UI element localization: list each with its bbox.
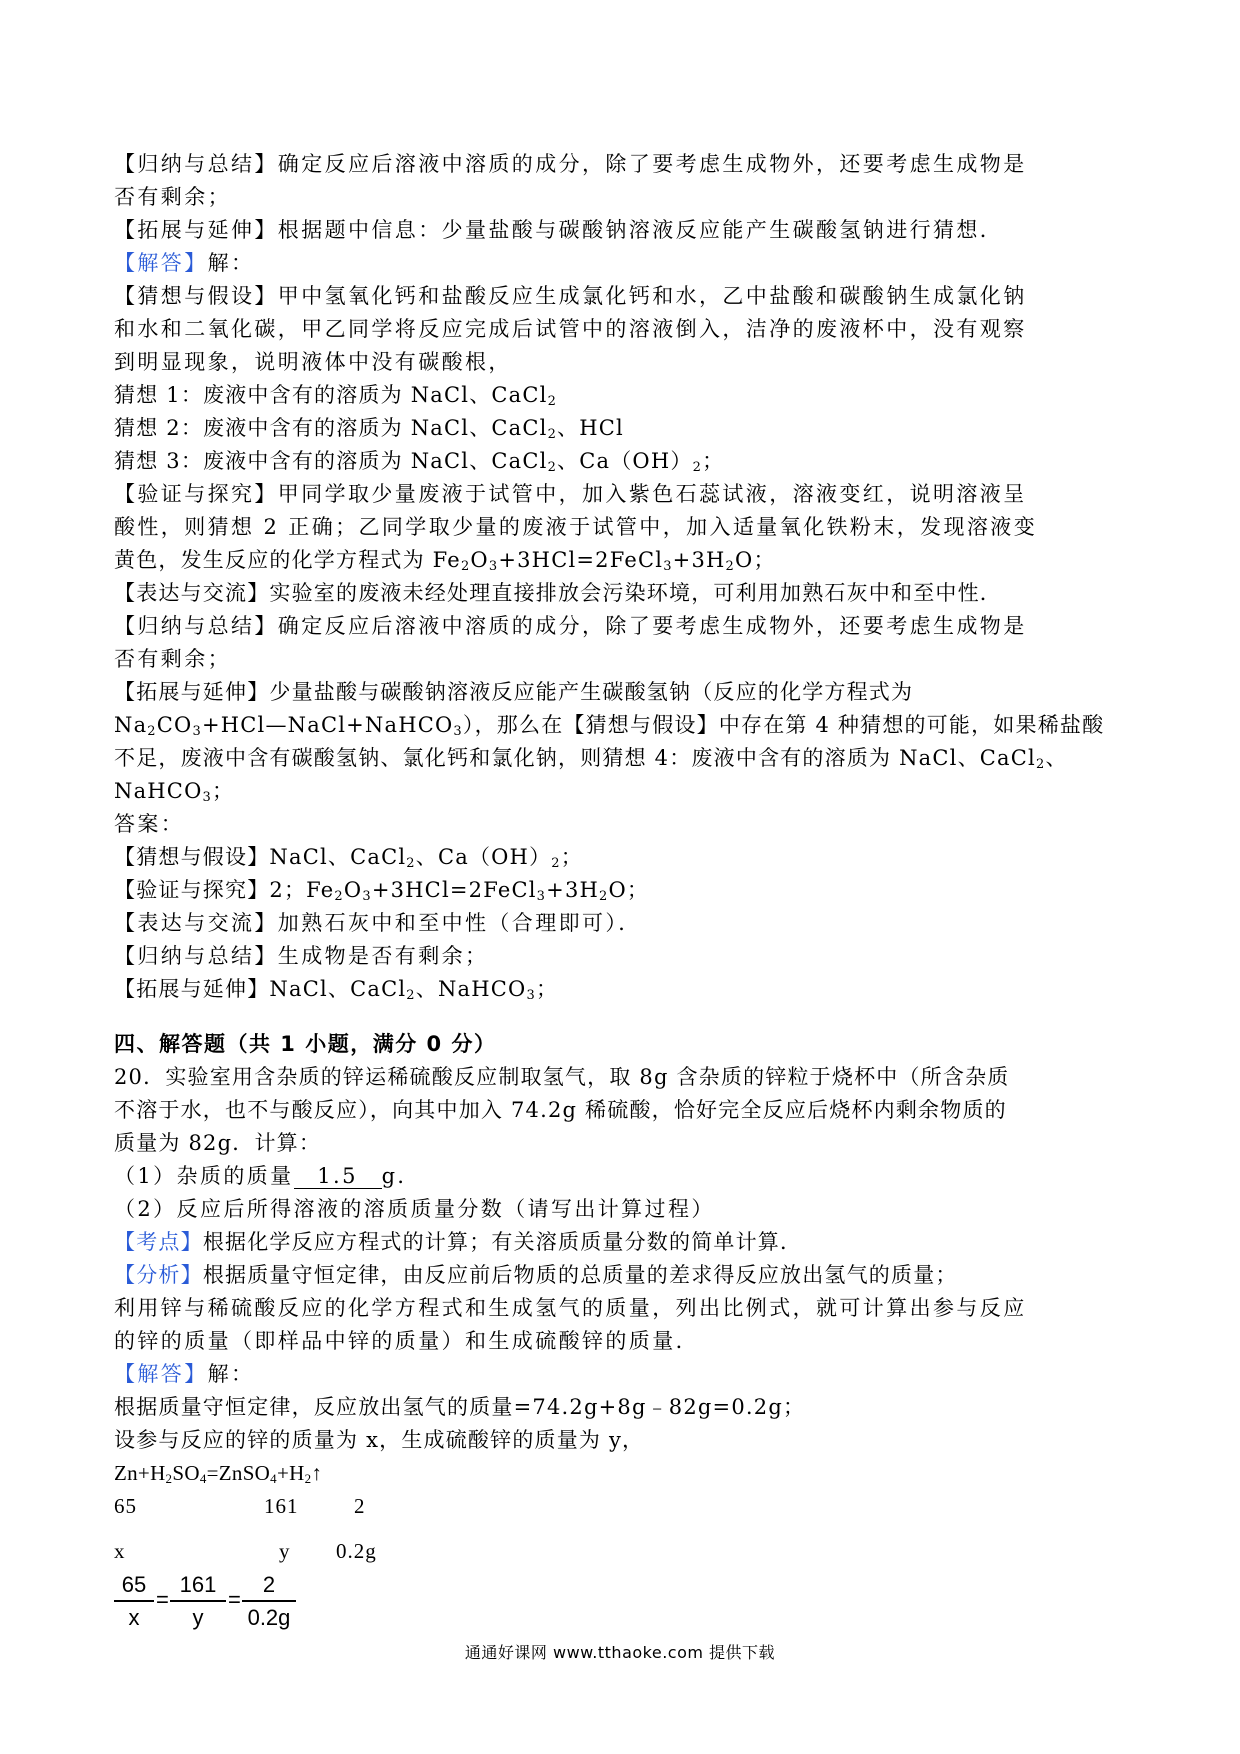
formula-part: +3H: [672, 548, 726, 572]
subscript: 2: [304, 1471, 312, 1486]
section-spacer: [114, 1006, 1134, 1028]
formula-part: =ZnSO: [206, 1461, 271, 1485]
hypothesis-line-1: 【猜想与假设】甲中氢氧化钙和盐酸反应生成氯化钙和水，乙中盐酸和碳酸钠生成氯化钠: [114, 284, 1027, 308]
solution-tag: 【解答】: [114, 1362, 208, 1386]
solution-label: 解：: [207, 1362, 255, 1386]
sub-question-2: （2）反应后所得溶液的溶质质量分数（请写出计算过程）: [114, 1197, 715, 1221]
analysis-text: 根据质量守恒定律，由反应前后物质的总质量的差求得反应放出氢气的质量；: [202, 1263, 958, 1287]
solution-heading-2: [114, 1358, 1134, 1391]
subscript: 2: [334, 889, 344, 904]
answer-text: 【拓展与延伸】NaCl、CaCl: [114, 977, 407, 1001]
extension2-line-4: [114, 775, 1134, 808]
formula-part: CO: [156, 713, 193, 737]
fraction-1: [114, 1570, 154, 1632]
summary2-line-2: 否有剩余；: [114, 647, 231, 671]
solution-tag: 【解答】: [114, 251, 208, 275]
analysis-line-3: 的锌的质量（即样品中锌的质量）和生成硫酸锌的质量．: [114, 1329, 699, 1353]
guess-3-text-mid: 、Ca（OH）: [557, 449, 693, 473]
extension2-line-3: [114, 742, 1134, 775]
key-point-text: 根据化学反应方程式的计算；有关溶质质量分数的简单计算．: [202, 1230, 803, 1254]
section-title: 四、解答题（共 1 小题，满分 0 分）: [114, 1032, 497, 1056]
verify-line-1: 【验证与探究】甲同学取少量废液于试管中，加入紫色石蕊试液，溶液变红，说明溶液呈: [114, 482, 1027, 506]
analysis-line-1: [114, 1259, 1134, 1292]
subscript: 2: [547, 460, 558, 475]
analysis-line-2: 利用锌与稀硫酸反应的化学方程式和生成氢气的质量，列出比例式，就可计算出参与反应: [114, 1296, 1027, 1320]
solution-heading: [114, 247, 1134, 280]
fraction-numerator: 161: [179, 1572, 217, 1597]
question-20-line-2: 不溶于水，也不与酸反应），向其中加入 74.2g 稀硫酸，恰好完全反应后烧杯内剩余物质的: [114, 1098, 1007, 1122]
answer-heading: 答案：: [114, 812, 185, 836]
answer-text: ；: [560, 845, 583, 869]
verify-line-2: 酸性，则猜想 2 正确；乙同学取少量的废液于试管中，加入适量氧化铁粉末，发现溶液变: [114, 515, 1038, 539]
guess-1: [114, 379, 1134, 412]
fraction-denominator: y: [192, 1605, 204, 1630]
reaction-equation: [114, 1457, 1134, 1490]
guess-3-text-end: ；: [702, 449, 725, 473]
formula-part: Na: [114, 713, 148, 737]
subscript: 3: [488, 559, 499, 574]
subscript: 2: [406, 856, 416, 871]
molar-mass-znso4: 161: [264, 1494, 299, 1518]
unknown-x: x: [114, 1539, 126, 1563]
fraction-3: [242, 1570, 296, 1632]
subscript: 3: [526, 988, 536, 1003]
answer-text: 【验证与探究】2；Fe: [114, 878, 335, 902]
subscript: 4: [270, 1471, 277, 1486]
hydrogen-mass: 0.2g: [336, 1539, 377, 1563]
answer-blank: 1.5: [294, 1164, 382, 1189]
subscript: 2: [165, 1471, 173, 1486]
verify-text: 黄色，发生反应的化学方程式为 Fe: [114, 548, 461, 572]
fraction-2: [170, 1570, 226, 1632]
question-20-line-1: 20．实验室用含杂质的锌运稀硫酸反应制取氢气，取 8g 含杂质的锌粒于烧杯中（所含杂质: [114, 1065, 1010, 1089]
hypothesis-line-3: 到明显现象，说明液体中没有碳酸根，: [114, 350, 512, 374]
answer-5: [114, 973, 1134, 1006]
extension2-text: 不足，废液中含有碳酸氢钠、氯化钙和氯化钠，则猜想 4：废液中含有的溶质为 NaCl、CaCl: [114, 746, 1036, 770]
page-content: [114, 148, 1134, 1636]
summary-line-1: 【归纳与总结】确定反应后溶液中溶质的成分，除了要考虑生成物外，还要考虑生成物是: [114, 152, 1027, 176]
verify-line-3: [114, 544, 1134, 577]
answer-text: 【猜想与假设】NaCl、CaCl: [114, 845, 407, 869]
answer-3: 【表达与交流】加熟石灰中和至中性（合理即可）．: [114, 911, 642, 935]
subscript: 2: [547, 394, 558, 409]
equals-sign: =: [228, 1587, 241, 1612]
subscript: 2: [406, 988, 416, 1003]
subscript: 2: [692, 460, 703, 475]
hypothesis-line-2: 和水和二氧化碳，甲乙同学将反应完成后试管中的溶液倒入，洁净的废液杯中，没有观察: [114, 317, 1027, 341]
answer-text: 、NaHCO: [415, 977, 527, 1001]
subscript: 3: [362, 889, 372, 904]
subscript: 2: [599, 889, 609, 904]
formula-part: Zn+H: [114, 1461, 166, 1485]
sub-question-1: [114, 1160, 1134, 1193]
gas-arrow: ↑: [311, 1461, 323, 1485]
key-point-tag: 【考点】: [114, 1230, 203, 1254]
analysis-tag: 【分析】: [114, 1263, 203, 1287]
formula-part: +HCl—NaCl+NaHCO: [201, 713, 454, 737]
fraction-denominator: x: [128, 1605, 140, 1630]
guess-2-text: 猜想 2：废液中含有的溶质为 NaCl、CaCl: [114, 416, 548, 440]
equals-sign: =: [156, 1587, 169, 1612]
formula-part: ；: [211, 779, 235, 803]
proportion-equation: [114, 1570, 1134, 1636]
formula-part: NaHCO: [114, 779, 203, 803]
summary-line-2: 否有剩余；: [114, 185, 231, 209]
fraction-denominator: 0.2g: [247, 1605, 291, 1630]
answer-2: [114, 874, 1134, 907]
subscript: 2: [460, 559, 471, 574]
molar-mass-row: [114, 1490, 1134, 1523]
answer-text: ；: [535, 977, 559, 1001]
formula-part: +H: [276, 1461, 305, 1485]
molar-mass-h2: 2: [354, 1494, 366, 1518]
extension-line: 【拓展与延伸】根据题中信息：少量盐酸与碳酸钠溶液反应能产生碳酸氢钠进行猜想．: [114, 218, 1004, 242]
sub-question-1-unit: g．: [381, 1164, 421, 1188]
subscript: 3: [663, 559, 673, 574]
fraction-numerator: 65: [121, 1572, 147, 1597]
guess-3: [114, 445, 1134, 478]
subscript: 3: [192, 724, 202, 739]
sub-question-1-text: （1）杂质的质量: [114, 1164, 294, 1188]
answer-text: 、Ca（OH）: [415, 845, 552, 869]
calc-line-1: 根据质量守恒定律，反应放出氢气的质量=74.2g+8g﹣82g=0.2g；: [114, 1395, 806, 1419]
molar-mass-zn: 65: [114, 1494, 137, 1518]
extension2-text: ），那么在【猜想与假设】中存在第 4 种猜想的可能，如果稀盐酸: [462, 713, 1105, 737]
subscript: 3: [453, 724, 463, 739]
extension2-line-2: [114, 709, 1134, 742]
subscript: 2: [547, 427, 558, 442]
subscript: 2: [147, 724, 157, 739]
formula-part: +3HCl=2FeCl: [498, 548, 664, 572]
formula-part: O；: [608, 878, 650, 902]
guess-1-text: 猜想 1：废液中含有的溶质为 NaCl、CaCl: [114, 383, 548, 407]
formula-part: +3HCl=2FeCl: [371, 878, 537, 902]
extension2-line-1: 【拓展与延伸】少量盐酸与碳酸钠溶液反应能产生碳酸氢钠（反应的化学方程式为: [114, 680, 914, 704]
summary2-line-1: 【归纳与总结】确定反应后溶液中溶质的成分，除了要考虑生成物外，还要考虑生成物是: [114, 614, 1027, 638]
formula-part: O；: [735, 548, 776, 572]
page-footer: 通通好课网 www.tthaoke.com 提供下载: [464, 1643, 776, 1662]
fraction-numerator: 2: [262, 1572, 276, 1597]
answer-4: 【归纳与总结】生成物是否有剩余；: [114, 944, 489, 968]
guess-3-text: 猜想 3：废液中含有的溶质为 NaCl、CaCl: [114, 449, 548, 473]
guess-2-text-end: 、HCl: [557, 416, 624, 440]
formula-part: +3H: [546, 878, 600, 902]
extension2-text-end: 、: [1045, 746, 1068, 770]
formula-part: O: [343, 878, 363, 902]
formula-part: SO: [172, 1461, 200, 1485]
subscript: 4: [199, 1471, 207, 1486]
unknown-y: y: [279, 1539, 291, 1563]
subscript: 2: [551, 856, 561, 871]
subscript: 3: [536, 889, 547, 904]
subscript: 3: [202, 790, 212, 805]
solution-label: 解：: [207, 251, 255, 275]
key-point: [114, 1226, 1134, 1259]
question-20-line-3: 质量为 82g．计算：: [114, 1131, 322, 1155]
calc-line-2: 设参与反应的锌的质量为 x，生成硫酸锌的质量为 y，: [114, 1428, 645, 1452]
answer-1: [114, 841, 1134, 874]
subscript: 2: [1035, 757, 1046, 772]
guess-2: [114, 412, 1134, 445]
express-line: 【表达与交流】实验室的废液未经处理直接排放会污染环境，可利用加熟石灰中和至中性．: [114, 581, 1002, 605]
unknowns-row: [114, 1535, 1134, 1568]
subscript: 2: [725, 559, 736, 574]
formula-part: O: [470, 548, 489, 572]
